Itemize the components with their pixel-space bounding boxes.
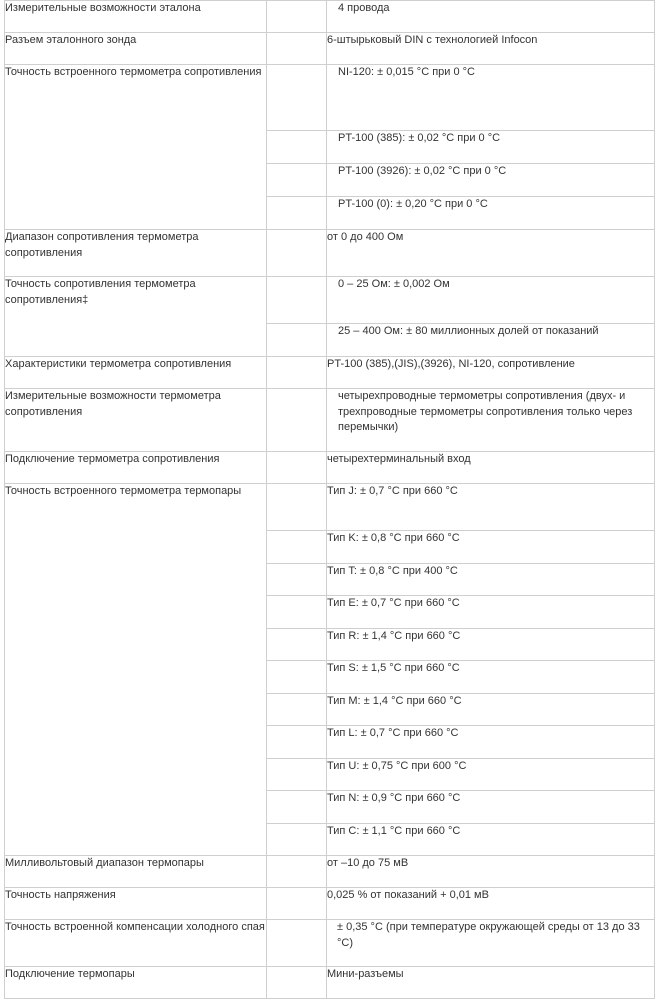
table-row [5, 230, 655, 277]
parameter-value-cell: 0,025 % от показаний + 0,01 мВ [327, 888, 655, 920]
parameter-name-cell: Подключение термопары [5, 967, 267, 999]
table-row [5, 888, 655, 920]
spacer-cell [267, 791, 327, 824]
parameter-value-cell: NI-120: ± 0,015 °C при 0 °C [327, 65, 655, 131]
table-row [5, 920, 655, 967]
table-row [5, 452, 655, 484]
table-row [5, 65, 655, 131]
parameter-name-cell: Милливольтовый диапазон термопары [5, 856, 267, 888]
spacer-cell [267, 389, 327, 452]
parameter-value-cell: Тип M: ± 1,4 °C при 660 °C [327, 694, 655, 726]
parameter-name-cell: Точность встроенного термометра сопротивления [5, 65, 267, 230]
table-row [5, 484, 655, 531]
parameter-name-cell: Разъем эталонного зонда [5, 33, 267, 65]
parameter-value-cell: от 0 до 400 Ом [327, 230, 655, 277]
spacer-cell [267, 230, 327, 277]
parameter-name-cell: Характеристики термометра сопротивления [5, 357, 267, 389]
parameter-value-cell: от –10 до 75 мВ [327, 856, 655, 888]
spacer-cell [267, 531, 327, 564]
parameter-value-cell: PT-100 (3926): ± 0,02 °C при 0 °C [327, 164, 655, 197]
parameter-value-cell: 0 – 25 Ом: ± 0,002 Ом [327, 277, 655, 324]
parameter-value-cell: Тип K: ± 0,8 °C при 660 °C [327, 531, 655, 564]
parameter-value-cell: Тип L: ± 0,7 °C при 660 °C [327, 726, 655, 759]
table-row [5, 389, 655, 452]
parameter-name-cell: Измерительные возможности эталона [5, 1, 267, 33]
spacer-cell [267, 33, 327, 65]
spacer-cell [267, 324, 327, 357]
spacer-cell [267, 824, 327, 856]
parameter-value-cell: ± 0,35 °C (при температуре окружающей среды от 13 до 33 °C) [327, 920, 655, 967]
table-row [5, 33, 655, 65]
spacer-cell [267, 920, 327, 967]
parameter-value-cell: PT-100 (0): ± 0,20 °C при 0 °C [327, 197, 655, 230]
parameter-value-cell: 6-штырьковый DIN с технологией Infocon [327, 33, 655, 65]
spacer-cell [267, 967, 327, 999]
parameter-name-cell: Точность встроенной компенсации холодного спая [5, 920, 267, 967]
table-row [5, 1, 655, 33]
spacer-cell [267, 726, 327, 759]
table-row [5, 277, 655, 324]
spacer-cell [267, 661, 327, 694]
parameter-value-cell: Мини-разъемы [327, 967, 655, 999]
parameter-value-cell: Тип R: ± 1,4 °C при 660 °C [327, 629, 655, 661]
spacer-cell [267, 888, 327, 920]
parameter-value-cell: Тип T: ± 0,8 °C при 400 °C [327, 564, 655, 596]
table-row [5, 856, 655, 888]
specifications-body [5, 1, 655, 999]
parameter-value-cell: Тип E: ± 0,7 °C при 660 °C [327, 596, 655, 629]
spacer-cell [267, 596, 327, 629]
parameter-value-cell: четырехтерминальный вход [327, 452, 655, 484]
spacer-cell [267, 452, 327, 484]
spacer-cell [267, 484, 327, 531]
parameter-value-cell: PT-100 (385),(JIS),(3926), NI-120, сопротивление [327, 357, 655, 389]
parameter-value-cell: PT-100 (385): ± 0,02 °C при 0 °C [327, 131, 655, 164]
spacer-cell [267, 131, 327, 164]
spacer-cell [267, 759, 327, 791]
parameter-name-cell: Точность сопротивления термометра сопротивления‡ [5, 277, 267, 357]
table-row [5, 357, 655, 389]
parameter-value-cell: Тип J: ± 0,7 °C при 660 °C [327, 484, 655, 531]
parameter-value-cell: Тип U: ± 0,75 °C при 600 °C [327, 759, 655, 791]
spacer-cell [267, 564, 327, 596]
spacer-cell [267, 1, 327, 33]
spacer-cell [267, 65, 327, 131]
parameter-value-cell: 25 – 400 Ом: ± 80 миллионных долей от показаний [327, 324, 655, 357]
spacer-cell [267, 357, 327, 389]
parameter-name-cell: Подключение термометра сопротивления [5, 452, 267, 484]
spacer-cell [267, 856, 327, 888]
parameter-name-cell: Диапазон сопротивления термометра сопротивления [5, 230, 267, 277]
spacer-cell [267, 694, 327, 726]
spacer-cell [267, 629, 327, 661]
spacer-cell [267, 164, 327, 197]
spacer-cell [267, 197, 327, 230]
parameter-name-cell: Точность напряжения [5, 888, 267, 920]
parameter-value-cell: четырехпроводные термометры сопротивления (двух- и трехпроводные термометры сопротивления только через перемычки) [327, 389, 655, 452]
table-row [5, 967, 655, 999]
specifications-table [4, 0, 655, 999]
spacer-cell [267, 277, 327, 324]
parameter-name-cell: Измерительные возможности термометра сопротивления [5, 389, 267, 452]
parameter-value-cell: Тип N: ± 0,9 °C при 660 °C [327, 791, 655, 824]
parameter-value-cell: Тип S: ± 1,5 °C при 660 °C [327, 661, 655, 694]
parameter-value-cell: Тип C: ± 1,1 °C при 660 °C [327, 824, 655, 856]
parameter-value-cell: 4 провода [327, 1, 655, 33]
parameter-name-cell: Точность встроенного термометра термопары [5, 484, 267, 856]
